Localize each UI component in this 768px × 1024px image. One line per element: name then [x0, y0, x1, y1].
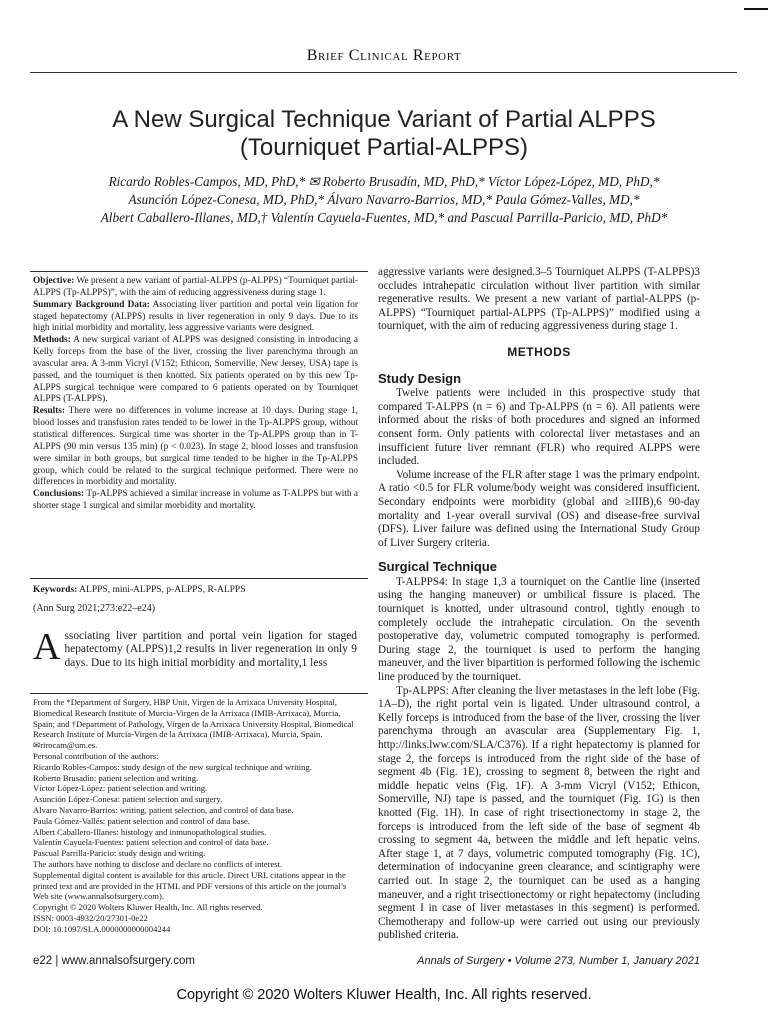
affiliation-line: DOI: 10.1097/SLA.0000000000004244 — [33, 923, 171, 934]
affiliation-line: Valentín Cayuela-Fuentes: patient selection and control of data base. — [33, 837, 269, 848]
study-design-paragraph-2: Volume increase of the FLR after stage 1 was the primary endpoint. A ratio <0.5 for FLR volume/body weight was considered insufficient. Secondary endpoints were morbidity (global and ≥IIIB),6 90-day mortality and 1-year overall survival (OS) and disease-free survival (DFS). Liver failure was defined using the International Study Group of Liver Surgery criteria. — [378, 468, 700, 549]
affiliations-rule — [30, 693, 368, 694]
objective-text: We present a new variant of partial-ALPPS (p-ALPPS) “Tourniquet partial-ALPPS (Tp-ALPPS)”, with the aim of reducing aggressiveness during stage 1. — [33, 276, 358, 298]
abstract-background — [33, 300, 358, 336]
abstract-results — [33, 406, 358, 489]
background-text: Associating liver partition and portal vein ligation for staged hepatectomy (ALPPS) results in liver regeneration in only 9 days. Due to its high initial morbidity and mortality, less aggressive variants were designed. — [33, 299, 358, 334]
authors-line-1: Ricardo Robles-Campos, MD, PhD,* ✉ Roberto Brusadín, MD, PhD,* Víctor López-López, MD, PhD,* — [108, 174, 660, 189]
study-design-heading: Study Design — [378, 370, 462, 386]
affiliation-line: Asunción López-Conesa: patient selection and surgery. — [33, 794, 223, 805]
background-label: Summary Background Data: — [33, 299, 150, 310]
abstract-objective — [33, 276, 358, 300]
author-list — [30, 173, 738, 227]
section-label-text: Brief Clinical Report — [306, 47, 462, 64]
authors-line-3: Albert Caballero-Illanes, MD,† Valentín Cayuela-Fuentes, MD,* and Pascual Parrilla-Paricio, MD, PhD* — [100, 210, 668, 225]
header-rule — [30, 72, 737, 73]
objective-label: Objective: — [33, 276, 75, 286]
methods-label: Methods: — [33, 335, 71, 346]
surgical-technique-paragraph-1: T-ALPPS4: In stage 1,3 a tourniquet on the Cantlie line (inserted using the hanging maneuver) or umbilical fissure is placed. The tourniquet is knotted, under ultrasound control, tightly enough to completely occlude the intrahepatic circulation. On the seventh postoperative day, volumetric computed tomography is performed. During stage 2, the tourniquet is used to perform the hanging maneuver, and the liver bipartition is performed following the ischemic line produced by the tourniquet. — [378, 575, 700, 684]
title-line-2: (Tourniquet Partial-ALPPS) — [239, 134, 529, 161]
affiliation-line: From the *Department of Surgery, HBP Unit, Virgen de la Arrixaca University Hospital, Biomedical Research Institute of Murcia-Virgen de la Arrixaca (IMIB-Arrixaca), Murcia, Spain; and †Department of Pathology, Virgen de la Arrixaca University Hospital, Biomedical Research Institute of Murcia-Virgen de la Arrixaca (IMIB-Arrixaca), Murcia, Spain. — [33, 697, 354, 740]
abstract-methods — [33, 335, 358, 406]
keywords — [33, 584, 363, 596]
affiliation-line: Roberto Brusadín: patient selection and writing. — [33, 772, 199, 783]
authors-line-2: Asunción López-Conesa, MD, PhD,* Álvaro Navarro-Barrios, MD,* Paula Gómez-Valles, MD,* — [128, 192, 640, 207]
affiliation-line: Personal contribution of the authors: — [33, 750, 159, 761]
affiliations — [33, 697, 358, 935]
intro-text: ssociating liver partition and portal vein ligation for staged hepatectomy (ALPPS)1,2 results in liver regeneration in only 9 days. Due to its high initial morbidity and mortality,1 less — [64, 630, 357, 669]
article-title — [40, 106, 728, 162]
abstract — [33, 276, 358, 513]
intro-continued: aggressive variants were designed.3–5 Tourniquet ALPPS (T-ALPPS)3 occludes intrahepatic circulation without liver partition with similar regenerative results. We present a new variant of partial-ALPPS (p-ALPPS) “Tourniquet partial-ALPPS (Tp-ALPPS)” modified using a tourniquet, with the aim of reducing aggressiveness during stage 1. — [378, 266, 700, 333]
title-line-1: A New Surgical Technique Variant of Partial ALPPS — [112, 106, 656, 133]
methods-text: A new surgical variant of ALPPS was designed consisting in introducing a Kelly forceps from the base of the liver, crossing the liver parenchyma through an avascular area. A 3-mm Vicryl (V152; Ethicon, Somerville, New Jersey, USA) tape is passed, and the tourniquet is then knotted. Six patients operated on by this new Tp-ALPPS surgical technique were compared to 6 patients operated on by Tourniquet ALPPS (T-ALPPS). — [33, 335, 358, 405]
results-label: Results: — [33, 406, 66, 417]
section-label — [0, 47, 768, 65]
methods-heading: METHODS — [507, 344, 571, 359]
affiliation-line: Alvaro Navarro-Barrios: writing, patient selection, and control of data base. — [33, 804, 294, 815]
affiliation-line: Ricardo Robles-Campos: study design of the new surgical technique and writing. — [33, 761, 312, 772]
email-link[interactable]: ✉rirocam@um.es. — [33, 740, 98, 751]
abstract-rule-bottom — [30, 578, 368, 579]
surgical-technique-heading: Surgical Technique — [378, 559, 497, 575]
abstract-rule-top — [30, 271, 368, 272]
keywords-label: Keywords: — [33, 585, 78, 595]
footer-page-url: e22 | www.annalsofsurgery.com — [33, 955, 195, 967]
study-design-paragraph-1: Twelve patients were included in this prospective study that compared T-ALPPS (n = 6) and Tp-ALPPS (n = 6). All patients were informed about the risks of both procedures and signed an informed consent form. Only patients with colorectal liver metastases and an insufficient future liver remnant (FLR) who required ALPPS were included. — [378, 387, 700, 468]
affiliation-line: Paula Gómez-Vallés: patient selection and control of data base. — [33, 815, 250, 826]
keywords-text: ALPPS, mini-ALPPS, p-ALPPS, R-ALPPS — [77, 585, 246, 595]
affiliation-line: ISSN: 0003-4932/20/27301-0e22 — [33, 912, 148, 923]
right-column — [378, 266, 700, 943]
affiliation-line: Supplemental digital content is available for this article. Direct URL citations appear in the printed text and are provided in the HTML and PDF versions of this article on the journal’s Web site (www.annalsofsurgery.com). — [33, 869, 347, 902]
affiliation-line: Pascual Parrilla-Paricio: study design and writing. — [33, 848, 206, 859]
affiliation-line: The authors have nothing to disclose and declare no conflicts of interest. — [33, 858, 283, 869]
drop-cap: A — [33, 626, 61, 668]
conclusions-label: Conclusions: — [33, 489, 85, 500]
copyright-banner: Copyright © 2020 Wolters Kluwer Health, Inc. All rights reserved. — [176, 987, 592, 1003]
surgical-technique-paragraph-2: Tp-ALPPS: After cleaning the liver metastases in the left lobe (Fig. 1A–D), the right portal vein is ligated. Under ultrasound control, a Kelly forceps is introduced from the base of the liver, crossing the liver parenchyma through an avascular area (Supplementary Fig. 1, http://links.lww.com/SLA/C376). If a right hepatectomy is planned for stage 2, the forceps is introduced from the right side of the base of segment 4b (Fig. 1E), crossing to segment 8, between the right and middle hepatic veins (Fig. 1F). A 3-mm Vicryl (V152; Ethicon, Somerville, NJ) tape is passed, and the tourniquet (Fig. 1G) is then knotted (Fig. 1H). In case of right trisectionectomy in stage 2, the forceps is introduced from the left side of the base of segment 4b crossing to segment 4a, between the middle and left hepatic veins. After stage 1, at 7 days, volumetric computed tomography (Fig. 1C), determination of indocyanine green clearance, and scintigraphy were carried out. In stage 2, the tourniquet can be used as a hanging maneuver, and a right trisectionectomy or right hepatectomy (including segment I in case of liver metastases in this segment) is performed. Chemotherapy and follow-up were carried out using our previously published criteria. — [378, 684, 700, 942]
corner-mark — [744, 8, 768, 10]
affiliation-line: Copyright © 2020 Wolters Kluwer Health, Inc. All rights reserved. — [33, 902, 263, 913]
footer-journal-info: Annals of Surgery • Volume 273, Number 1, January 2021 — [417, 955, 700, 967]
conclusions-text: Tp-ALPPS achieved a similar increase in volume as T-ALPPS but with a shorter stage 1 surgical and similar morbidity and mortality. — [33, 489, 358, 512]
affiliation-line: Albert Caballero-Illanes: histology and inmunopathological studies. — [33, 826, 267, 837]
results-text: There were no differences in volume increase at 10 days. During stage 1, blood losses and transfusion rates tended to be lower in the Tp-ALPPS group, without statistical differences. Surgical time was shorter in the Tp-ALPPS group than in T-ALPPS (90 min versus 135 min) (p < 0.023). In stage 2, blood losses and transfusion were similar in both groups, but surgical time tended to be higher in the Tp-ALPPS group, which could be related to the surgical technique performed. There were no differences in morbidity and mortality. — [33, 406, 358, 488]
affiliation-line: Víctor López-López: patient selection and writing. — [33, 783, 208, 794]
intro-paragraph — [33, 626, 357, 670]
citation: (Ann Surg 2021;273:e22–e24) — [33, 603, 156, 614]
abstract-conclusions — [33, 489, 358, 513]
